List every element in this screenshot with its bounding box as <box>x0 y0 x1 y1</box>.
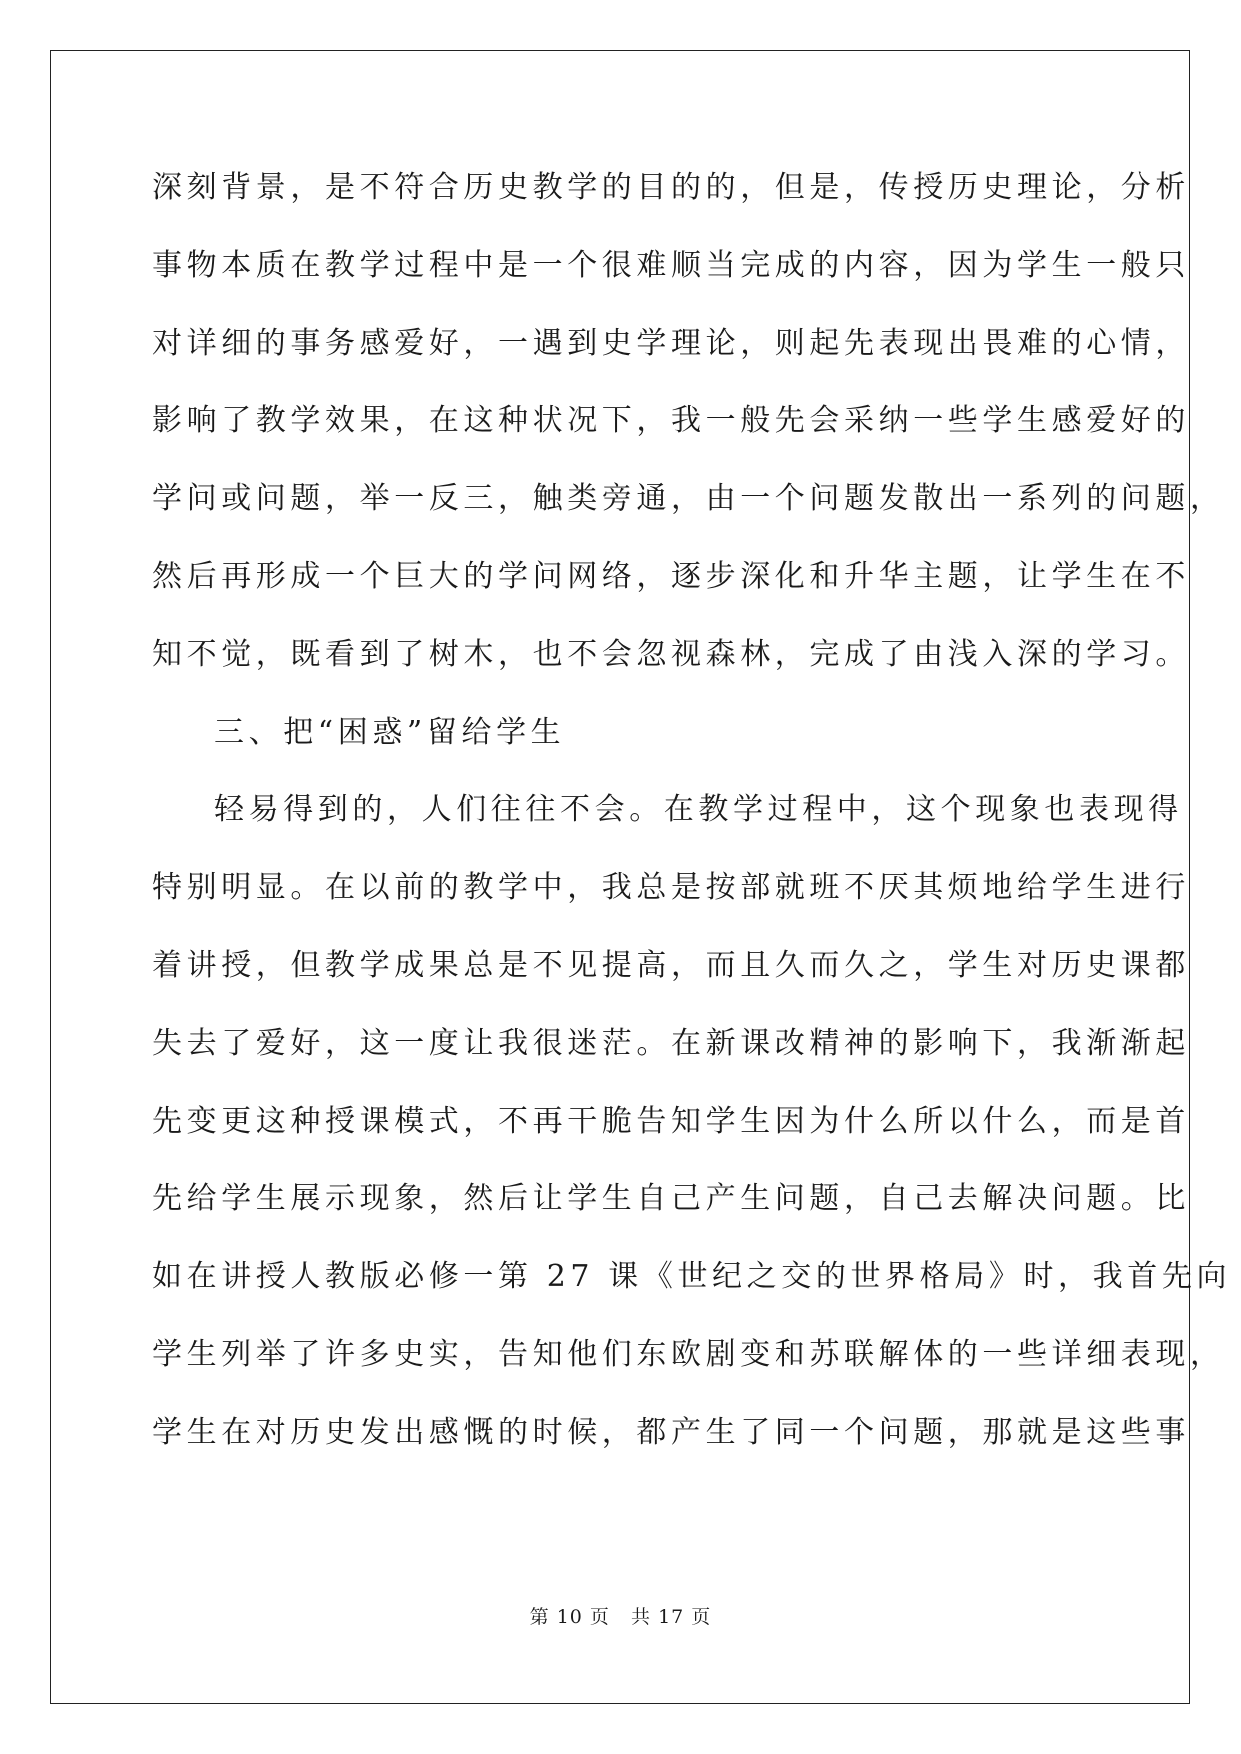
page-number-footer: 第 10 页 共 17 页 <box>529 1606 712 1628</box>
text-line: 特别明显。在以前的教学中，我总是按部就班不厌其烦地给学生进行 <box>152 870 1190 906</box>
text-line: 失去了爱好，这一度让我很迷茫。在新课改精神的影响下，我渐渐起 <box>152 1025 1190 1061</box>
text-line: 影响了教学效果，在这种状况下，我一般先会采纳一些学生感爱好的 <box>152 403 1190 439</box>
text-line: 如在讲授人教版必修一第 27 课《世纪之交的世界格局》时，我首先向 <box>152 1259 1232 1295</box>
text-line: 深刻背景，是不符合历史教学的目的的，但是，传授历史理论，分析 <box>152 170 1190 205</box>
text-line: 先变更这种授课模式，不再干脆告知学生因为什么所以什么，而是首 <box>152 1103 1190 1139</box>
text-line: 轻易得到的，人们往往不会。在教学过程中，这个现象也表现得 <box>214 792 1183 828</box>
text-line: 对详细的事务感爱好，一遇到史学理论，则起先表现出畏难的心情， <box>152 325 1190 361</box>
text-line: 然后再形成一个巨大的学问网络，逐步深化和升华主题，让学生在不 <box>152 558 1190 594</box>
text-line: 事物本质在教学过程中是一个很难顺当完成的内容，因为学生一般只 <box>152 247 1190 283</box>
text-line: 知不觉，既看到了树木，也不会忽视森林，完成了由浅入深的学习。 <box>152 636 1190 672</box>
document-body <box>152 166 1232 1489</box>
text-line: 学生在对历史发出感慨的时候，都产生了同一个问题，那就是这些事 <box>152 1414 1190 1450</box>
text-line: 学问或问题，举一反三，触类旁通，由一个问题发散出一系列的问题， <box>152 481 1225 517</box>
text-line: 着讲授，但教学成果总是不见提高，而且久而久之，学生对历史课都 <box>152 947 1190 983</box>
text-line: 学生列举了许多史实，告知他们东欧剧变和苏联解体的一些详细表现， <box>152 1336 1225 1372</box>
text-line: 三、把“困惑”留给学生 <box>214 714 566 750</box>
text-line: 先给学生展示现象，然后让学生自己产生问题，自己去解决问题。比 <box>152 1181 1190 1217</box>
